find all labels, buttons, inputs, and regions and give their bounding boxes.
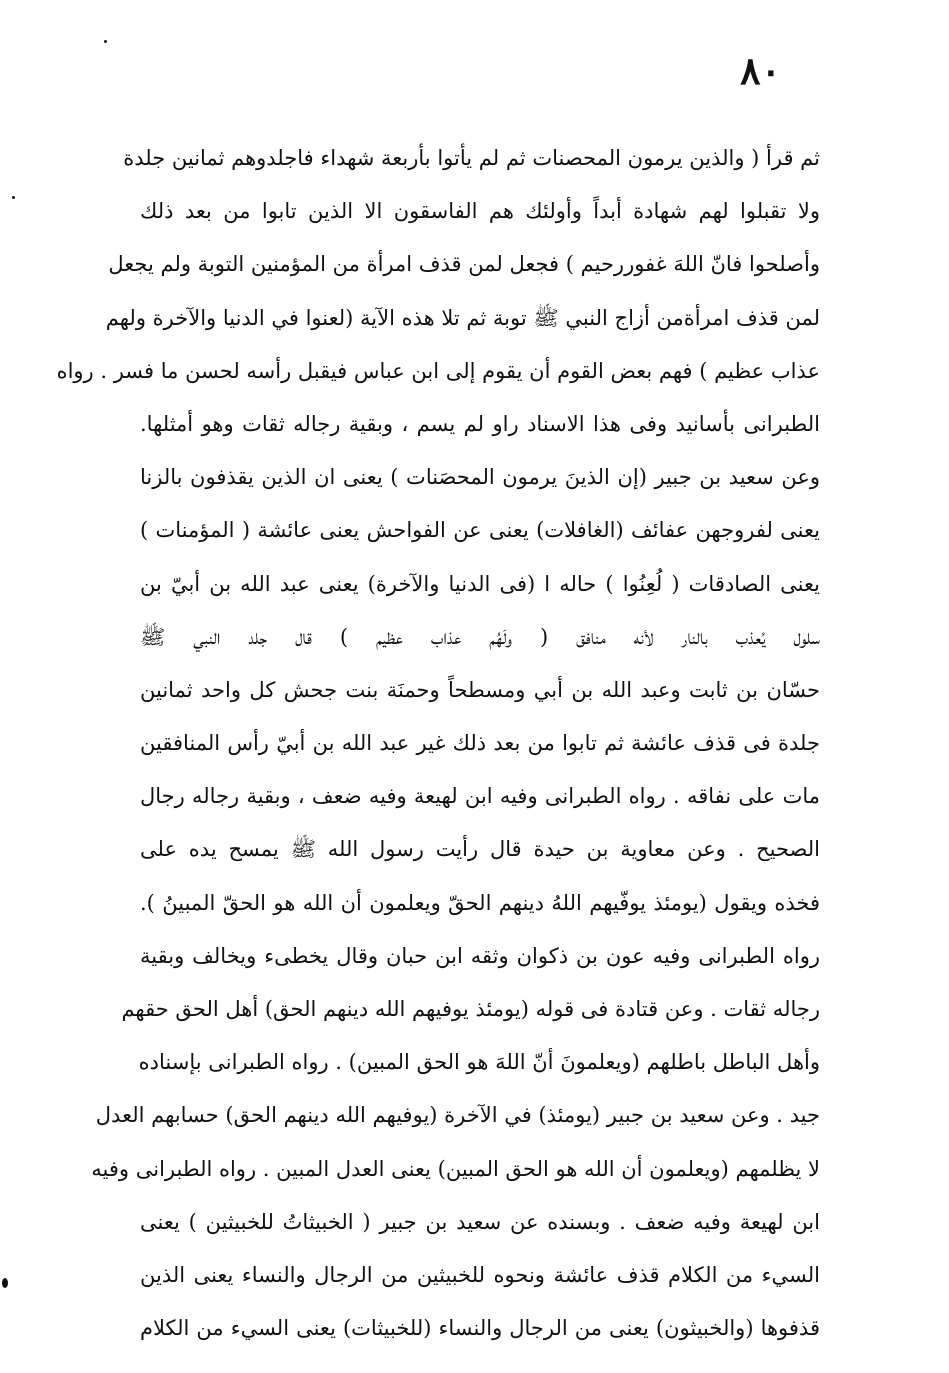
text-line: الصحيح . وعن معاوية بن حيدة قال رأيت رسول الله ﷺ يمسح يده على xyxy=(140,837,820,862)
scan-speck xyxy=(12,196,15,199)
text-line: سلول يُعذب بالنار لأنه منافق ( ولَهُم عذاب عظيم ) قال جلد النبي ﷺ xyxy=(140,624,820,649)
text-line: فخذه ويقول (يومئذ يوفّيهم اللهُ دينهم الحقّ ويعلمون أن الله هو الحقّ المبينُ ). xyxy=(140,890,820,915)
scan-speck xyxy=(2,1278,8,1288)
body-text xyxy=(56,132,820,1355)
text-line: السيء من الكلام قذف عائشة ونحوه للخبيثين من الرجال والنساء يعنى الذين xyxy=(140,1262,820,1287)
text-line: رجاله ثقات . وعن قتادة فى قوله (يومئذ يوفيهم الله دينهم الحق) أهل الحق حقهم xyxy=(121,997,820,1021)
text-line: يعنى لفروجهن عفائف (الغافلات) يعنى عن الفواحش يعنى عائشة ( المؤمنات ) xyxy=(140,518,820,543)
text-line: مات على نفاقه . رواه الطبرانى وفيه ابن لهيعة وفيه ضعف ، وبقية رجاله رجال xyxy=(140,784,820,809)
text-line: جيد . وعن سعيد بن جبير (يومئذ) في الآخرة (يوفيهم الله دينهم الحق) حسابهم العدل xyxy=(95,1103,820,1128)
text-line: لمن قذف امرأةمن أزاج النبي ﷺ توبة ثم تلا هذه الآية (لعنوا في الدنيا والآخرة ولهم xyxy=(105,305,820,330)
text-line: عذاب عظيم ) فهم بعض القوم أن يقوم إلى ابن عباس فيقبل رأسه لحسن ما فسر . رواه xyxy=(56,358,820,383)
text-line: وأهل الباطل باطلهم (ويعلمونَ أنّ اللهَ هو الحق المبين) . رواه الطبرانى بإسناده xyxy=(138,1050,820,1075)
text-line: قذفوها (والخبيثون) يعنى من الرجال والنساء (للخبيثات) يعنى السيء من الكلام xyxy=(140,1316,820,1341)
text-line: وأصلحوا فانّ اللهَ غفوررحيم ) فجعل لمن قذف امرأة من المؤمنين التوبة ولم يجعل xyxy=(108,252,820,277)
scan-speck xyxy=(104,40,107,43)
page-number: ٨٠ xyxy=(740,48,781,93)
text-line: ابن لهيعة وفيه ضعف . وبسنده عن سعيد بن جبير ( الخبيثاتُ للخبيثين ) يعنى xyxy=(140,1209,820,1234)
text-line: يعنى الصادقات ( لُعِنُوا ) حاله ا (فى الدنيا والآخرة) يعنى عبد الله بن أبيّ بن xyxy=(140,571,820,596)
text-line: وعن سعيد بن جبير (إن الذينَ يرمون المحصَنات ) يعنى ان الذين يقذفون بالزنا xyxy=(140,465,820,490)
text-line: ولا تقبلوا لهم شهادة أبداً وأولئك هم الفاسقون الا الذين تابوا من بعد ذلك xyxy=(140,199,820,224)
text-line: لا يظلمهم (ويعلمون أن الله هو الحق المبين) يعنى العدل المبين . رواه الطبرانى وفيه xyxy=(91,1156,820,1181)
text-line: رواه الطبرانى وفيه عون بن ذكوان وثقه ابن حبان وقال يخطىء ويخالف وبقية xyxy=(140,943,820,968)
text-line: الطبرانى بأسانيد وفى هذا الاسناد راو لم يسم ، وبقية رجاله ثقات وهو أمثلها. xyxy=(140,411,820,436)
text-line: ثم قرأ ( والذين يرمون المحصنات ثم لم يأتوا بأربعة شهداء فاجلدوهم ثمانين جلدة xyxy=(123,146,820,170)
text-line: حسّان بن ثابت وعبد الله بن أبي ومسطحاً وحمنَة بنت جحش كل واحد ثمانين xyxy=(140,677,820,702)
text-line: جلدة فى قذف عائشة ثم تابوا من بعد ذلك غير عبد الله بن أبيّ رأس المنافقين xyxy=(140,731,820,756)
